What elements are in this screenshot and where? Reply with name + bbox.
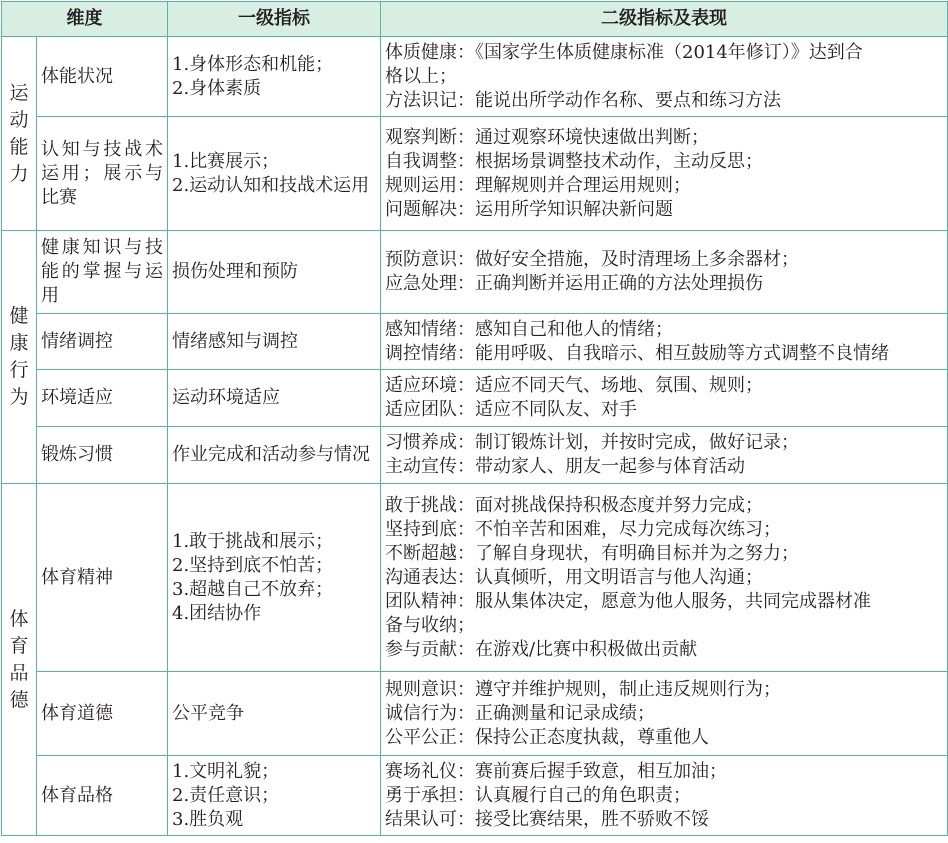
table-row — [2, 672, 948, 756]
level1-line: 1.文明礼貌； — [172, 760, 280, 782]
sub-dimension: 锻炼习惯 — [37, 427, 168, 484]
dimension-sport-character: 体育品德 — [2, 484, 37, 836]
level2-cell — [381, 117, 948, 231]
level2-cell — [381, 484, 948, 672]
header-level1: 一级指标 — [168, 2, 381, 37]
level1-line: 2.责任意识； — [172, 784, 280, 806]
header-dimension: 维度 — [2, 2, 168, 37]
level2-line: 适应团队：适应不同队友、对手 — [385, 399, 637, 420]
level1-line: 2.坚持到底不怕苦； — [172, 554, 334, 576]
level2-line: 主动宣传：带动家人、朋友一起参与体育活动 — [385, 456, 745, 477]
level2-cell — [381, 370, 948, 427]
level1-line: 3.胜负观 — [172, 808, 244, 830]
level1-cell — [168, 484, 381, 672]
level2-cell — [381, 427, 948, 484]
level2-line: 应急处理：正确判断并运用正确的方法处理损伤 — [385, 273, 763, 294]
sub-dimension: 情绪调控 — [37, 314, 168, 370]
sub-dimension: 体育品格 — [37, 756, 168, 836]
table-row — [2, 231, 948, 314]
level2-line: 预防意识：做好安全措施，及时清理场上多余器材； — [385, 249, 799, 270]
dimension-health-behavior: 健康行为 — [2, 231, 37, 484]
level2-line: 体质健康：《国家学生体质健康标准（2014年修订）》达到合 — [385, 41, 863, 63]
level1-line: 1.比赛展示； — [172, 150, 280, 172]
level2-line: 观察判断：通过观察环境快速做出判断； — [385, 126, 709, 148]
level2-line: 赛场礼仪：赛前赛后握手致意，相互加油； — [385, 760, 727, 782]
level1-line: 1.身体形态和机能； — [172, 53, 334, 75]
level2-line: 勇于承担：认真履行自己的角色职责； — [385, 784, 691, 806]
level2-line: 参与贡献：在游戏/比赛中积极做出贡献 — [385, 638, 698, 660]
level1-cell — [168, 427, 381, 484]
dimension-sport-ability: 运动能力 — [2, 37, 37, 231]
level2-line: 沟通表达：认真倾听，用文明语言与他人沟通； — [385, 566, 763, 588]
level2-line: 调控情绪：能用呼吸、自我暗示、相互鼓励等方式调整不良情绪 — [385, 342, 889, 364]
level1-line: 3.超越自己不放弃； — [172, 578, 334, 600]
level1-cell — [168, 314, 381, 370]
sub-dimension: 体能状况 — [37, 37, 168, 117]
level2-line: 备与收纳； — [385, 614, 475, 636]
level2-line: 规则意识：遵守并维护规则，制止违反规则行为； — [385, 678, 781, 700]
level2-line: 不断超越：了解自身现状，有明确目标并为之努力； — [385, 542, 799, 564]
level1-line: 损伤处理和预防 — [172, 261, 298, 282]
level1-line: 情绪感知与调控 — [172, 330, 298, 352]
level1-cell — [168, 37, 381, 117]
level1-cell — [168, 370, 381, 427]
level2-line: 团队精神：服从集体决定，愿意为他人服务，共同完成器材准 — [385, 590, 871, 612]
level1-line: 公平竞争 — [172, 702, 244, 724]
sub-dimension: 认知与技战术运用；展示与比赛 — [37, 117, 168, 231]
level2-line: 敢于挑战：面对挑战保持积极态度并努力完成； — [385, 494, 763, 516]
level1-cell — [168, 756, 381, 836]
level2-cell — [381, 756, 948, 836]
table-row — [2, 756, 948, 836]
level2-line: 诚信行为：正确测量和记录成绩； — [385, 702, 655, 724]
table-row — [2, 370, 948, 427]
sub-dimension: 体育精神 — [37, 484, 168, 672]
sub-dimension: 环境适应 — [37, 370, 168, 427]
sub-dimension: 体育道德 — [37, 672, 168, 756]
level1-line: 4.团结协作 — [172, 602, 262, 624]
level2-cell — [381, 231, 948, 314]
level2-line: 公平公正：保持公正态度执裁，尊重他人 — [385, 726, 709, 748]
level2-line: 方法识记：能说出所学动作名称、要点和练习方法 — [385, 89, 781, 111]
table-row — [2, 427, 948, 484]
table-header-row — [2, 2, 948, 37]
level2-line: 规则运用：理解规则并合理运用规则； — [385, 174, 691, 196]
level2-line: 坚持到底：不怕辛苦和困难，尽力完成每次练习； — [385, 518, 781, 540]
header-level2: 二级指标及表现 — [381, 2, 948, 37]
level1-line: 2.身体素质 — [172, 77, 262, 99]
level2-line: 习惯养成：制订锻炼计划，并按时完成，做好记录； — [385, 432, 799, 453]
level2-line: 结果认可：接受比赛结果，胜不骄败不馁 — [385, 808, 709, 830]
level1-cell — [168, 231, 381, 314]
level2-line: 适应环境：适应不同天气、场地、氛围、规则； — [385, 375, 763, 396]
table-row — [2, 484, 948, 672]
level2-cell — [381, 672, 948, 756]
level1-line: 作业完成和活动参与情况 — [172, 444, 370, 465]
level1-cell — [168, 117, 381, 231]
level2-line: 感知情绪：感知自己和他人的情绪； — [385, 318, 673, 340]
level2-cell — [381, 314, 948, 370]
evaluation-table — [1, 1, 948, 836]
level2-line: 格以上； — [385, 65, 457, 87]
level1-cell — [168, 672, 381, 756]
level1-line: 1.敢于挑战和展示； — [172, 530, 334, 552]
level1-line: 2.运动认知和技战术运用 — [172, 174, 370, 196]
level1-line: 运动环境适应 — [172, 387, 280, 408]
sub-dimension: 健康知识与技能的掌握与运用 — [37, 231, 168, 314]
table-row — [2, 117, 948, 231]
level2-cell — [381, 37, 948, 117]
level2-line: 自我调整：根据场景调整技术动作，主动反思； — [385, 150, 763, 172]
table-row — [2, 37, 948, 117]
level2-line: 问题解决：运用所学知识解决新问题 — [385, 198, 673, 220]
table-row — [2, 314, 948, 370]
